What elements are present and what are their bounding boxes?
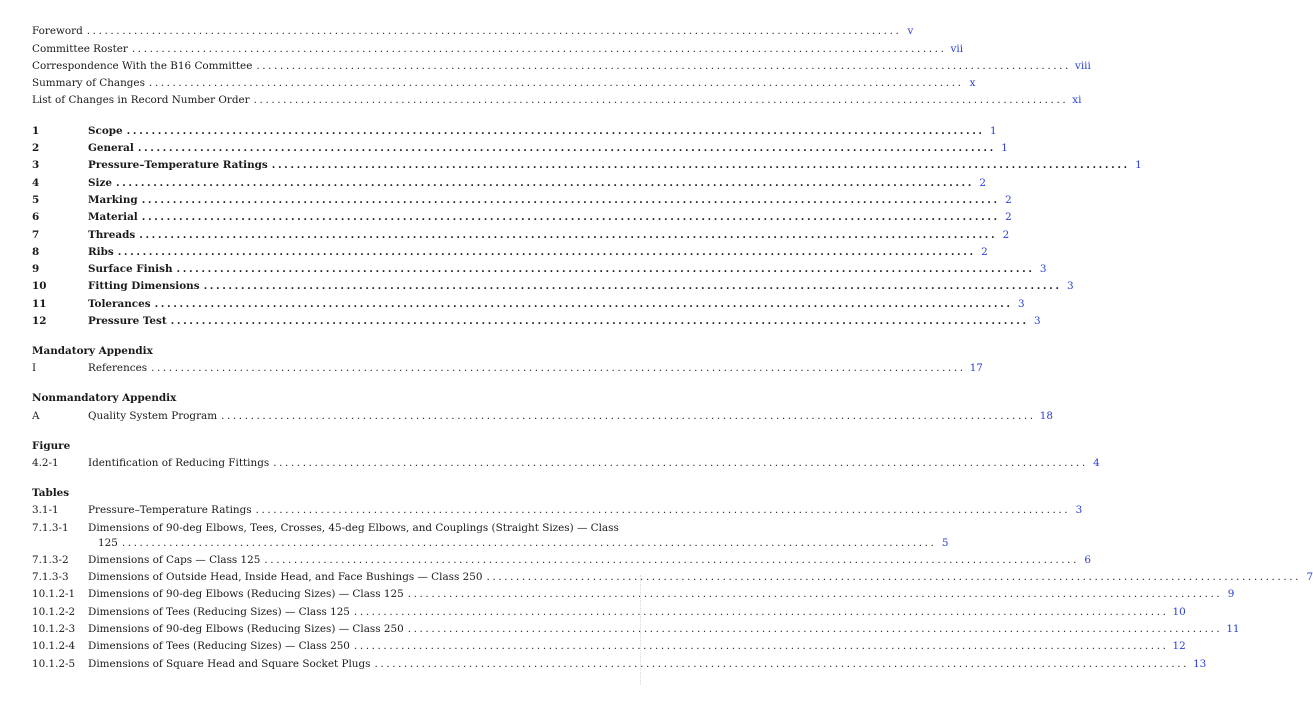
section-number: 6 [32,211,40,224]
toc-page-link[interactable]: 1 [1135,159,1142,172]
section-title: Size [88,176,112,189]
toc-page-link[interactable]: 3 [1017,297,1025,310]
toc-entry-table-wrapped[interactable] [32,516,949,549]
section-title: Marking [88,193,138,206]
section-number: 1 [32,124,40,137]
appendix-number: A [32,409,40,422]
dot-leader: .......................................................................................................................................... [139,228,998,241]
dot-leader: .......................................................................................................................................... [176,263,1035,276]
toc-entry-table[interactable] [32,600,1186,618]
toc-entry-table[interactable] [32,652,1207,670]
table-of-contents [32,20,1313,670]
dot-leader: .......................................................................................................................................... [407,588,1223,601]
section-number: 3 [32,159,40,172]
toc-section[interactable] [32,275,1074,293]
section-title: General [88,142,134,155]
dot-leader: .......................................................................................................................................... [151,362,966,375]
table-number: 10.1.2-1 [32,588,76,601]
table-number: 7.1.3-3 [32,571,69,584]
toc-section[interactable] [32,241,988,258]
dot-leader: .......................................................................................................................................... [256,59,1071,72]
section-number: 4 [32,176,40,189]
table-number: 10.1.2-2 [32,605,76,618]
toc-page-link[interactable]: 9 [1227,588,1235,601]
toc-page-link[interactable]: 7 [1306,571,1313,584]
dot-leader: .......................................................................................................................................... [115,176,974,189]
dot-leader: .......................................................................................................................................... [141,193,1000,206]
dot-leader: .......................................................................................................................................... [126,124,985,137]
toc-page-link[interactable]: x [969,77,976,90]
toc-entry-list-of-changes[interactable] [32,89,1082,107]
table-title-line1: Dimensions of 90-deg Elbows, Tees, Crosses, 45-deg Elbows, and Couplings (Straight Sizes) — Class [88,521,619,534]
table-title: Dimensions of Outside Head, Inside Head, and Face Bushings — Class 250 [88,571,483,584]
dot-leader: .......................................................................................................................................... [353,640,1169,653]
dot-leader: .......................................................................................................................................... [117,245,976,258]
table-number: 10.1.2-5 [32,657,76,670]
toc-page-link[interactable]: 3 [1075,504,1083,517]
dot-leader: .......................................................................................................................................... [407,623,1223,636]
dot-leader: .......................................................................................................................................... [253,94,1069,107]
toc-entry-title: Committee Roster [32,42,128,55]
section-number: 2 [32,142,40,155]
toc-page-link[interactable]: 3 [1066,280,1074,293]
section-title: Material [88,211,138,224]
table-number: 7.1.3-2 [32,553,69,566]
appendix-title: References [88,362,148,375]
appendix-title: Quality System Program [88,409,218,422]
toc-page-link[interactable]: 5 [941,536,949,549]
toc-entry-references[interactable] [32,357,983,375]
toc-page-link[interactable]: 1 [1001,142,1008,155]
toc-entry-title: List of Changes in Record Number Order [32,94,250,107]
toc-page-link[interactable]: viii [1074,59,1091,72]
dot-leader: .......................................................................................................................................... [255,504,1071,517]
toc-page-link[interactable]: 11 [1226,623,1240,636]
toc-page-link[interactable]: vii [950,42,964,55]
table-title: Dimensions of Tees (Reducing Sizes) — Class 125 [88,605,350,618]
toc-entry-table[interactable] [32,583,1235,601]
section-number: 5 [32,193,40,206]
toc-page-link[interactable]: 2 [981,245,988,258]
section-title: Ribs [88,245,114,258]
toc-section[interactable] [32,189,1012,206]
toc-section[interactable] [32,171,986,189]
table-number: 3.1-1 [32,504,59,517]
dot-leader: .......................................................................................................................................... [353,605,1169,618]
toc-entry-summary-of-changes[interactable] [32,72,976,90]
toc-page-link[interactable]: 2 [1005,193,1012,206]
dot-leader: .......................................................................................................................................... [86,25,902,38]
dot-leader: .......................................................................................................................................... [374,657,1190,670]
section-title: Surface Finish [88,263,173,276]
toc-page-link[interactable]: v [907,25,914,38]
toc-page-link[interactable]: 18 [1039,409,1053,422]
section-title: Scope [88,124,123,137]
table-number: 10.1.2-4 [32,640,76,653]
toc-entry-table[interactable] [32,618,1240,636]
toc-section[interactable] [32,137,1008,155]
dot-leader: .......................................................................................................................................... [154,297,1013,310]
margin-mark [640,575,643,685]
front-matter-list [32,20,1091,107]
section-title: Pressure Test [88,315,167,328]
figure-title: Identification of Reducing Fittings [88,456,270,469]
table-title: Dimensions of 90-deg Elbows (Reducing Sizes) — Class 125 [88,588,404,601]
table-title: Dimensions of Square Head and Square Socket Plugs [88,657,371,670]
nonmandatory-appendix-heading: Nonmandatory Appendix [32,392,177,405]
sections-list [32,119,1142,328]
table-title-line2: 125 [98,536,118,549]
toc-entry-title: Summary of Changes [32,77,145,90]
appendix-number: I [32,362,37,375]
toc-page-link[interactable]: 1 [990,124,997,137]
dot-leader: .......................................................................................................................................... [273,456,1088,469]
toc-page-link[interactable]: 12 [1172,640,1186,653]
toc-entry-correspondence[interactable] [32,55,1091,72]
table-title: Dimensions of Tees (Reducing Sizes) — Class 250 [88,640,350,653]
dot-leader: .......................................................................................................................................... [141,211,1000,224]
dot-leader: .......................................................................................................................................... [264,553,1079,566]
toc-page-link[interactable]: 2 [1005,211,1012,224]
table-title: Dimensions of 90-deg Elbows (Reducing Sizes) — Class 250 [88,623,404,636]
dot-leader: .......................................................................................................................................... [131,42,947,55]
toc-entry-table[interactable] [32,499,1083,517]
toc-page-link[interactable]: xi [1072,94,1082,107]
dot-leader: .......................................................................................................................................... [121,536,937,549]
section-title: Fitting Dimensions [88,280,200,293]
toc-page-link[interactable]: 2 [979,176,986,189]
toc-page-link[interactable]: 3 [1039,263,1047,276]
toc-section[interactable] [32,154,1142,172]
figure-heading: Figure [32,439,71,452]
toc-page-link[interactable]: 4 [1093,456,1100,469]
toc-section[interactable] [32,223,1010,241]
toc-page-link[interactable]: 2 [1002,228,1010,241]
toc-entry-title: Foreword [32,25,83,38]
section-number: 12 [32,315,47,328]
table-number: 7.1.3-1 [32,521,69,534]
section-title: Pressure–Temperature Ratings [88,159,268,172]
toc-entry-table[interactable] [32,549,1091,566]
dot-leader: .......................................................................................................................................... [271,159,1130,172]
toc-page-link[interactable]: 17 [969,362,983,375]
dot-leader: .......................................................................................................................................... [137,142,996,155]
section-title: Threads [88,228,136,241]
section-number: 9 [32,263,40,276]
toc-entry-quality-system[interactable] [32,404,1053,422]
section-number: 10 [32,280,47,293]
toc-entry-table[interactable] [32,566,1313,584]
section-title: Tolerances [88,297,151,310]
toc-section[interactable] [32,206,1012,224]
toc-page-link[interactable]: 13 [1193,657,1207,670]
dot-leader: .......................................................................................................................................... [221,409,1036,422]
table-number: 10.1.2-3 [32,623,76,636]
toc-entry-committee-roster[interactable] [32,37,964,55]
toc-section[interactable] [32,258,1047,276]
dot-leader: .......................................................................................................................................... [148,77,964,90]
toc-section[interactable] [32,119,997,137]
toc-entry-figure[interactable] [32,452,1100,469]
tables-heading: Tables [32,486,70,499]
figure-number: 4.2-1 [32,456,59,469]
toc-entry-foreword[interactable] [32,20,914,38]
mandatory-appendix-heading: Mandatory Appendix [32,345,153,358]
toc-section[interactable] [32,310,1041,328]
section-number: 7 [32,228,40,241]
section-number: 8 [32,245,40,258]
toc-page-link[interactable]: 3 [1034,315,1041,328]
toc-entry-table[interactable] [32,635,1186,653]
toc-section[interactable] [32,292,1025,310]
dot-leader: .......................................................................................................................................... [486,571,1302,584]
toc-page-link[interactable]: 10 [1172,605,1186,618]
dot-leader: .......................................................................................................................................... [203,280,1062,293]
table-title: Pressure–Temperature Ratings [88,504,252,517]
section-number: 11 [32,297,47,310]
toc-page-link[interactable]: 6 [1084,553,1091,566]
table-title: Dimensions of Caps — Class 125 [88,553,261,566]
toc-entry-title: Correspondence With the B16 Committee [32,59,253,72]
dot-leader: .......................................................................................................................................... [170,315,1029,328]
